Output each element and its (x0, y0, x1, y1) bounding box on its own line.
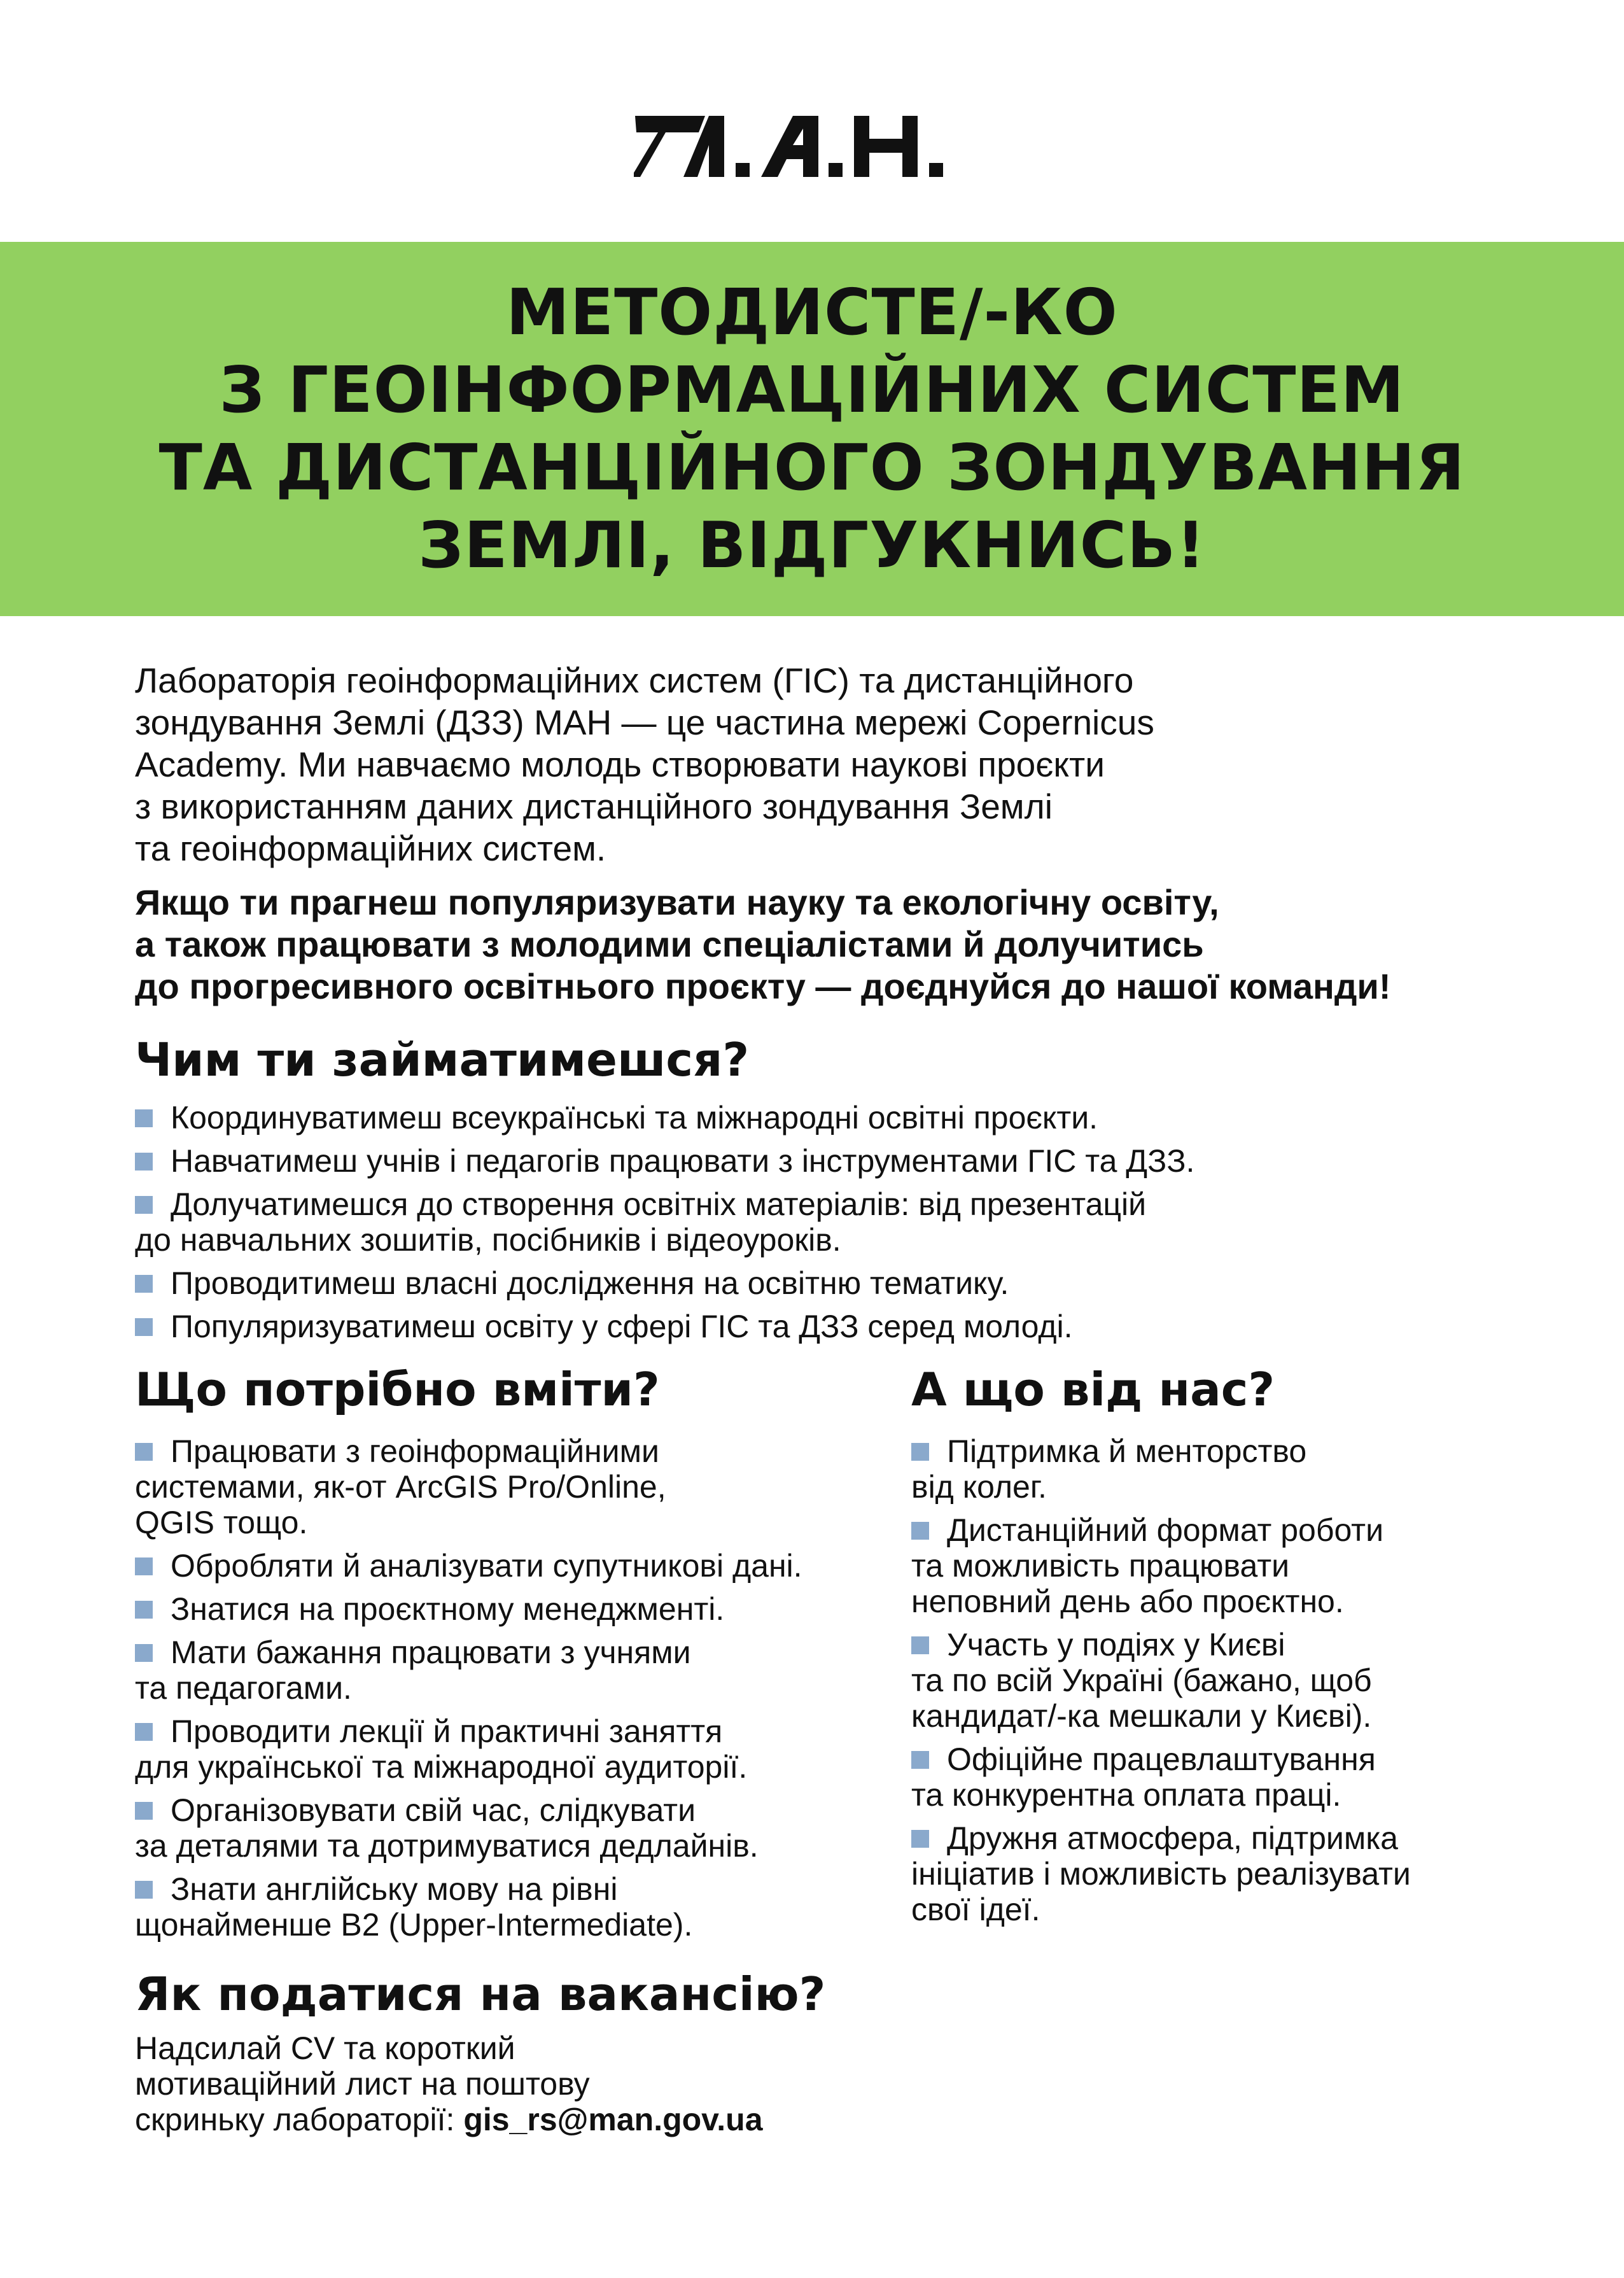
email-link[interactable]: gis_rs@man.gov.ua (463, 2102, 763, 2137)
square-bullet-icon (135, 1557, 153, 1575)
square-bullet-icon (135, 1153, 153, 1171)
list-item: Участь у подіях у Києві (911, 1627, 1411, 1663)
man-logo-icon (634, 108, 990, 185)
list-item-continuation: QGIS тощо. (135, 1505, 308, 1540)
list-item: Офіційне працевлаштування (911, 1741, 1411, 1777)
list-item-continuation: неповний день або проєктно. (911, 1584, 1344, 1619)
square-bullet-icon (135, 1723, 153, 1741)
intro-bold-line: Якщо ти прагнеш популяризувати науку та екологічну освіту, (135, 882, 1219, 922)
square-bullet-icon (135, 1881, 153, 1899)
list-item: Працювати з геоінформаційними (135, 1433, 802, 1469)
duties-list (135, 1100, 1194, 1344)
apply-line: Надсилай CV та короткий (135, 2030, 515, 2066)
apply-heading: Як податися на вакансію? (135, 1967, 826, 2021)
list-item: Організовувати свій час, слідкувати (135, 1792, 802, 1828)
list-item-continuation: для української та міжнародної аудиторії. (135, 1749, 748, 1785)
offer-list (911, 1433, 1411, 1927)
list-item: Знати англійську мову на рівні (135, 1871, 802, 1907)
list-item-continuation: за деталями та дотримуватися дедлайнів. (135, 1828, 759, 1864)
list-item: Проводитимеш власні дослідження на освітню тематику. (135, 1265, 1194, 1301)
intro-line: зондування Землі (ДЗЗ) МАН — це частина мережі Copernicus (135, 703, 1154, 742)
list-item: Дружня атмосфера, підтримка (911, 1820, 1411, 1856)
list-item-continuation: щонайменше B2 (Upper-Intermediate). (135, 1907, 693, 1943)
apply-text (135, 2030, 763, 2137)
intro-bold-line: а також працювати з молодими спеціалістами й долучитись (135, 924, 1204, 964)
duties-heading: Чим ти займатимешся? (135, 1033, 750, 1086)
list-item: Координуватимеш всеукраїнські та міжнародні освітні проєкти. (135, 1100, 1194, 1135)
title-line: МЕТОДИСТЕ/-КО (506, 275, 1118, 349)
skills-list (135, 1433, 802, 1943)
list-item: Знатися на проєктному менеджменті. (135, 1591, 802, 1627)
man-logo (0, 108, 1624, 191)
square-bullet-icon (135, 1196, 153, 1214)
intro-line: Лабораторія геоінформаційних систем (ГІС) та дистанційного (135, 661, 1134, 700)
square-bullet-icon (911, 1443, 929, 1461)
list-item-continuation: до навчальних зошитів, посібників і відеоуроків. (135, 1222, 841, 1258)
square-bullet-icon (135, 1275, 153, 1293)
skills-heading: Що потрібно вміти? (135, 1363, 660, 1416)
square-bullet-icon (911, 1522, 929, 1540)
list-item-continuation: та можливість працювати (911, 1548, 1290, 1584)
square-bullet-icon (911, 1830, 929, 1848)
square-bullet-icon (135, 1802, 153, 1820)
list-item-continuation: та педагогами. (135, 1670, 352, 1706)
apply-line: скриньку лабораторії: gis_rs@man.gov.ua (135, 2102, 763, 2137)
intro-line: та геоінформаційних систем. (135, 829, 606, 868)
list-item: Обробляти й аналізувати супутникові дані. (135, 1548, 802, 1584)
list-item: Популяризуватимеш освіту у сфері ГІС та ДЗЗ серед молоді. (135, 1309, 1194, 1344)
list-item: Навчатимеш учнів і педагогів працювати з інструментами ГІС та ДЗЗ. (135, 1143, 1194, 1179)
title-line: ТА ДИСТАНЦІЙНОГО ЗОНДУВАННЯ (158, 430, 1466, 505)
list-item: Мати бажання працювати з учнями (135, 1635, 802, 1670)
intro-bold-line: до прогресивного освітнього проєкту — доєднуйся до нашої команди! (135, 966, 1391, 1006)
list-item-continuation: та по всій Україні (бажано, щоб (911, 1663, 1372, 1698)
square-bullet-icon (911, 1636, 929, 1654)
list-item-continuation: ініціатив і можливість реалізувати (911, 1856, 1411, 1892)
square-bullet-icon (135, 1601, 153, 1619)
square-bullet-icon (911, 1751, 929, 1769)
offer-heading: А що від нас? (911, 1363, 1275, 1416)
intro-line: з використанням даних дистанційного зондування Землі (135, 787, 1053, 826)
list-item: Дистанційний формат роботи (911, 1512, 1411, 1548)
square-bullet-icon (135, 1109, 153, 1127)
intro-line: Academy. Ми навчаємо молодь створювати наукові проєкти (135, 745, 1105, 784)
square-bullet-icon (135, 1318, 153, 1336)
square-bullet-icon (135, 1644, 153, 1662)
list-item-continuation: системами, як-от ArcGIS Pro/Online, (135, 1469, 666, 1505)
title-line: З ГЕОІНФОРМАЦІЙНИХ СИСТЕМ (219, 353, 1405, 427)
list-item-continuation: свої ідеї. (911, 1892, 1040, 1927)
list-item: Підтримка й менторство (911, 1433, 1411, 1469)
title-line: ЗЕМЛІ, ВІДГУКНИСЬ! (418, 508, 1206, 582)
list-item: Проводити лекції й практичні заняття (135, 1713, 802, 1749)
list-item-continuation: кандидат/-ка мешкали у Києві). (911, 1698, 1372, 1734)
square-bullet-icon (135, 1443, 153, 1461)
apply-line: мотиваційний лист на поштову (135, 2066, 590, 2102)
list-item: Долучатимешся до створення освітніх матеріалів: від презентацій (135, 1186, 1194, 1222)
list-item-continuation: від колег. (911, 1469, 1047, 1505)
list-item-continuation: та конкурентна оплата праці. (911, 1777, 1341, 1813)
title-banner (0, 242, 1624, 616)
